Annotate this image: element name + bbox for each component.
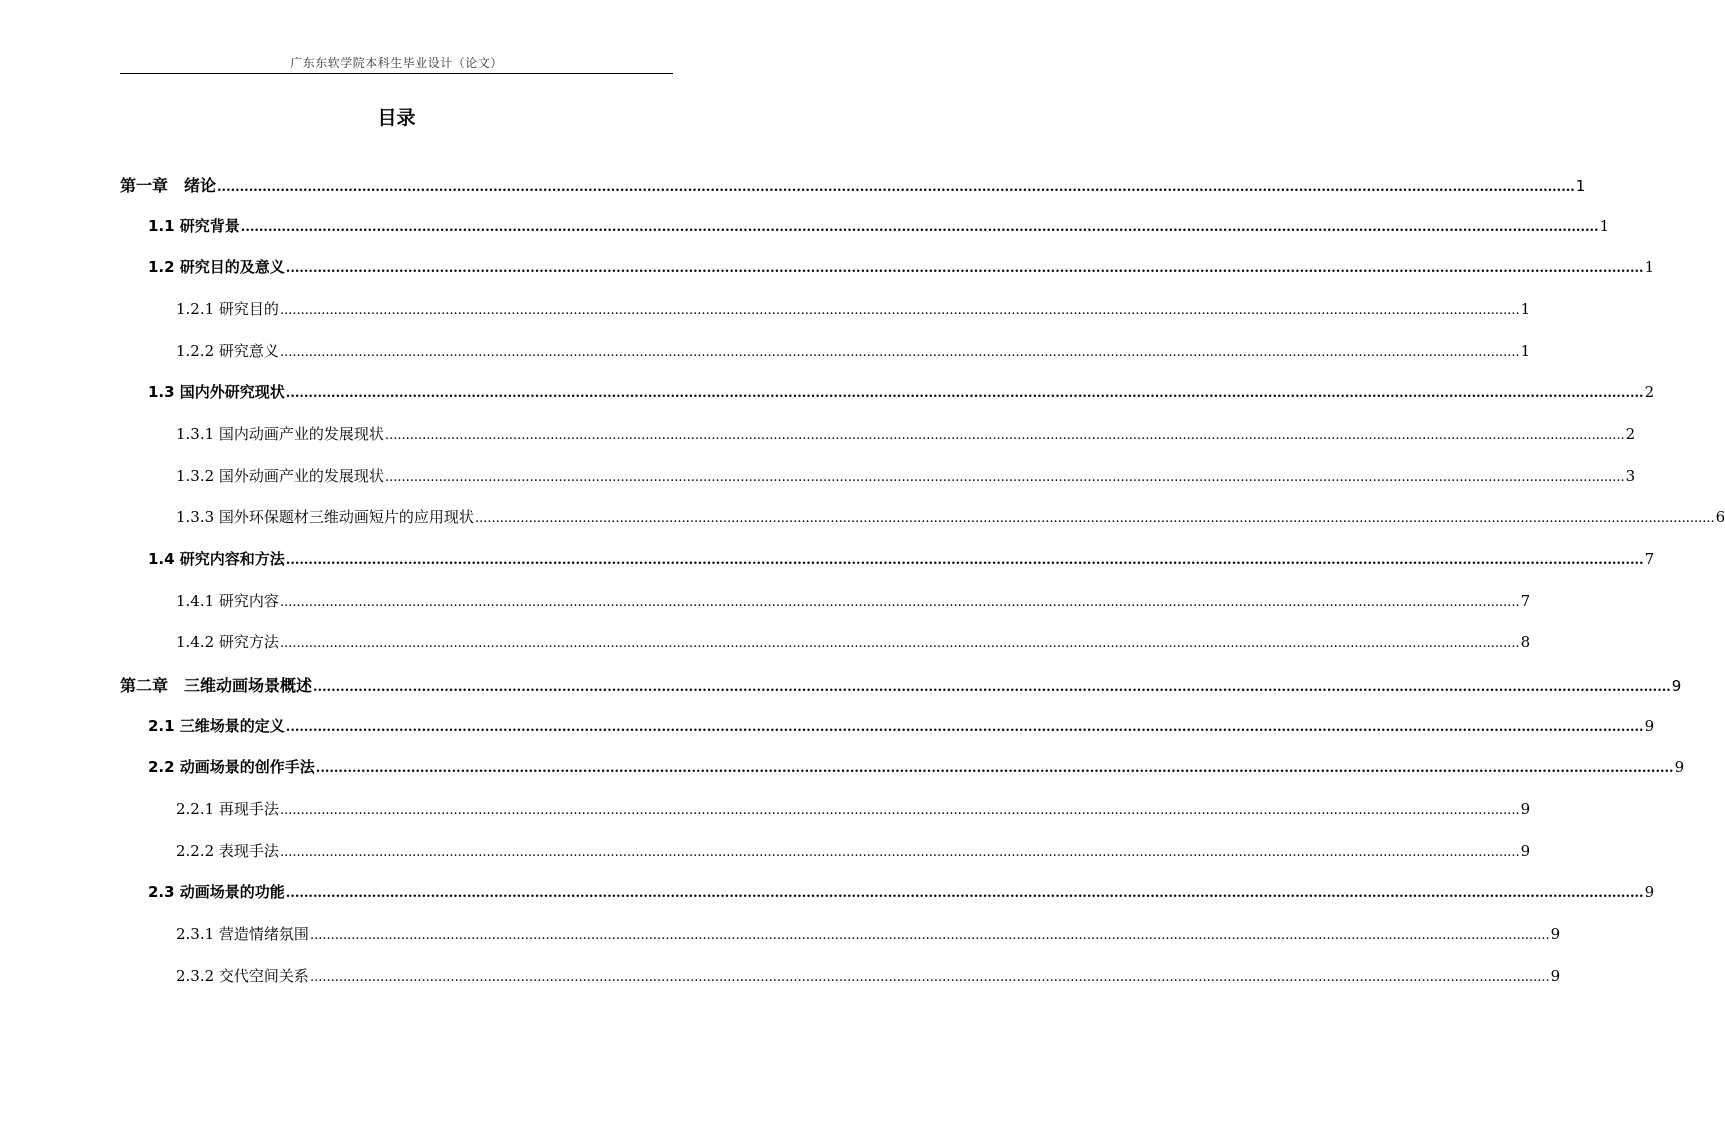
toc-dot-leader: ............................................................................................................................................................................................................................................................................................................: [384, 470, 1625, 485]
toc-page-number: 9: [1520, 800, 1531, 818]
toc-entry-label: 1.3.2 国外动画产业的发展现状: [176, 467, 384, 485]
toc-entry-label: 2.2.2 表现手法: [176, 842, 279, 860]
page-header: 广东东软学院本科生毕业设计（论文）: [290, 56, 503, 70]
toc-dot-leader: ............................................................................................................................................................................................................................................................................................................: [309, 970, 1550, 985]
toc-entry[interactable]: [120, 173, 1586, 195]
toc-dot-leader: ............................................................................................................................................................................................................................................................................................................: [384, 428, 1625, 443]
toc-entry-label: 1.1 研究背景: [148, 217, 240, 235]
toc-page-number: 9: [1674, 758, 1685, 776]
toc-entry[interactable]: [176, 590, 1531, 612]
toc-entry-label: 1.3 国内外研究现状: [148, 383, 285, 401]
toc-entry-label: 1.2 研究目的及意义: [148, 258, 285, 276]
toc-entry-label: 2.3.1 营造情绪氛围: [176, 925, 309, 943]
toc-entry[interactable]: [120, 673, 1682, 695]
toc-page-number: 9: [1550, 925, 1561, 943]
toc-entry-label: 1.4 研究内容和方法: [148, 550, 285, 568]
toc-entry[interactable]: [176, 798, 1531, 820]
toc-entry[interactable]: [176, 506, 1725, 528]
toc-title: 目录: [377, 107, 416, 129]
toc-page-number: 1: [1520, 300, 1531, 318]
toc-dot-leader: ............................................................................................................................................................................................................................................................................................................: [217, 180, 1575, 195]
toc-entry[interactable]: [148, 215, 1610, 237]
toc-entry-label: 2.2 动画场景的创作手法: [148, 758, 315, 776]
toc-dot-leader: ............................................................................................................................................................................................................................................................................................................: [474, 511, 1715, 526]
toc-entry[interactable]: [148, 881, 1655, 903]
toc-entry-label: 1.3.1 国内动画产业的发展现状: [176, 425, 384, 443]
toc-dot-leader: ............................................................................................................................................................................................................................................................................................................: [279, 303, 1520, 318]
toc-entry[interactable]: [176, 465, 1636, 487]
toc-entry-label: 2.2.1 再现手法: [176, 800, 279, 818]
header-rule: [120, 73, 673, 74]
toc-entry[interactable]: [176, 923, 1561, 945]
toc-page-number: 9: [1671, 677, 1682, 695]
toc-entry[interactable]: [176, 965, 1561, 987]
toc-entry-label: 第二章 三维动画场景概述: [120, 676, 313, 695]
toc-page-number: 9: [1520, 842, 1531, 860]
toc-entry[interactable]: [148, 381, 1655, 403]
toc-page-number: 1: [1520, 342, 1531, 360]
toc-entry[interactable]: [148, 548, 1655, 570]
toc-dot-leader: ............................................................................................................................................................................................................................................................................................................: [313, 680, 1671, 695]
toc-dot-leader: ............................................................................................................................................................................................................................................................................................................: [279, 636, 1520, 651]
toc-dot-leader: ............................................................................................................................................................................................................................................................................................................: [309, 928, 1550, 943]
toc-entry-label: 2.1 三维场景的定义: [148, 717, 285, 735]
toc-page-number: 7: [1520, 592, 1531, 610]
toc-dot-leader: ............................................................................................................................................................................................................................................................................................................: [279, 345, 1520, 360]
toc-entry-label: 1.2.2 研究意义: [176, 342, 279, 360]
toc-dot-leader: ............................................................................................................................................................................................................................................................................................................: [279, 845, 1520, 860]
toc-page-number: 9: [1644, 883, 1655, 901]
toc-page-number: 1: [1575, 177, 1586, 195]
toc-dot-leader: ............................................................................................................................................................................................................................................................................................................: [285, 553, 1644, 568]
toc-entry-label: 1.4.2 研究方法: [176, 633, 279, 651]
toc-entry-label: 1.3.3 国外环保题材三维动画短片的应用现状: [176, 508, 474, 526]
toc-dot-leader: ............................................................................................................................................................................................................................................................................................................: [279, 595, 1520, 610]
toc-entry[interactable]: [176, 840, 1531, 862]
toc-dot-leader: ............................................................................................................................................................................................................................................................................................................: [240, 220, 1599, 235]
toc-dot-leader: ............................................................................................................................................................................................................................................................................................................: [285, 261, 1644, 276]
toc-page-number: 2: [1644, 383, 1655, 401]
toc-page-number: 3: [1625, 467, 1636, 485]
toc-entry-label: 1.2.1 研究目的: [176, 300, 279, 318]
toc-entry[interactable]: [176, 298, 1531, 320]
toc-entry-label: 1.4.1 研究内容: [176, 592, 279, 610]
toc-entry[interactable]: [148, 756, 1685, 778]
toc-page-number: 9: [1550, 967, 1561, 985]
toc-dot-leader: ............................................................................................................................................................................................................................................................................................................: [279, 803, 1520, 818]
toc-page-number: 6: [1715, 508, 1725, 526]
toc-page-number: 1: [1599, 217, 1610, 235]
toc-page-number: 9: [1644, 717, 1655, 735]
toc-page-number: 1: [1644, 258, 1655, 276]
toc-dot-leader: ............................................................................................................................................................................................................................................................................................................: [315, 761, 1674, 776]
toc-page-number: 2: [1625, 425, 1636, 443]
toc-entry[interactable]: [148, 256, 1655, 278]
toc-entry[interactable]: [176, 340, 1531, 362]
toc-page-number: 8: [1520, 633, 1531, 651]
toc-dot-leader: ............................................................................................................................................................................................................................................................................................................: [285, 886, 1644, 901]
toc-entry[interactable]: [148, 715, 1655, 737]
toc-entry-label: 第一章 绪论: [120, 176, 217, 195]
toc-entry-label: 2.3.2 交代空间关系: [176, 967, 309, 985]
toc-entry[interactable]: [176, 423, 1636, 445]
toc-dot-leader: ............................................................................................................................................................................................................................................................................................................: [285, 386, 1644, 401]
toc-entry[interactable]: [176, 631, 1531, 653]
toc-entry-label: 2.3 动画场景的功能: [148, 883, 285, 901]
toc-page-number: 7: [1644, 550, 1655, 568]
toc-dot-leader: ............................................................................................................................................................................................................................................................................................................: [285, 720, 1644, 735]
